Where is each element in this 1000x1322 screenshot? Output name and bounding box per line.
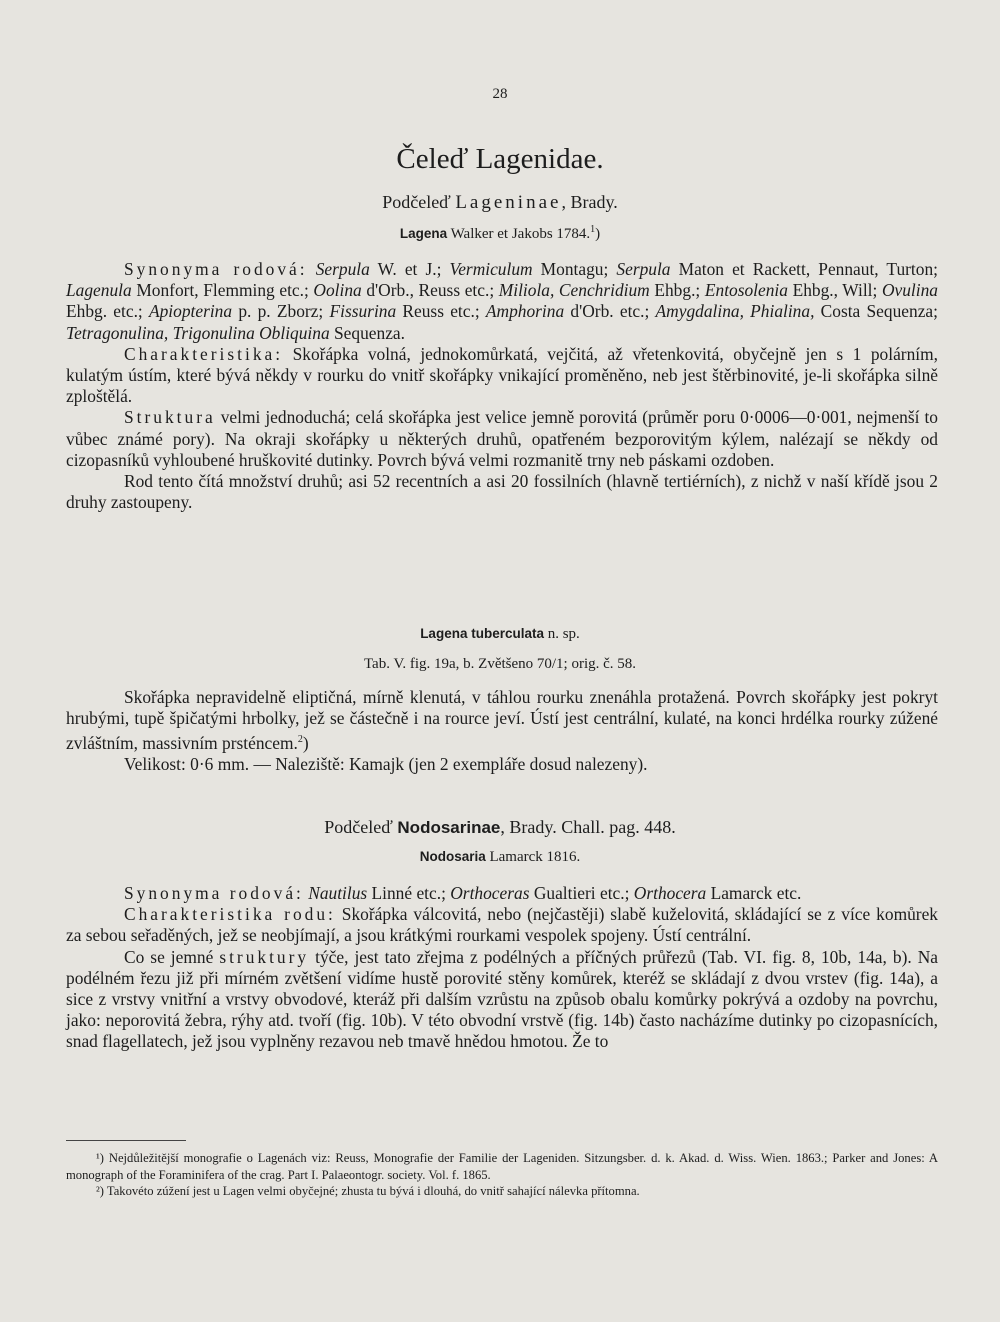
- subfamily-author: , Brady. Chall. pag. 448.: [500, 817, 676, 837]
- genus-name: Nodosaria: [419, 849, 486, 864]
- synonym-genus-name: Orthoceras: [450, 883, 530, 903]
- synonym-genus-name: Entosolenia: [704, 280, 788, 301]
- synonym-genus-name: Tetragonulina, Trigonulina Obliquina: [66, 322, 330, 343]
- species-name: Lagena tuberculata: [420, 626, 544, 641]
- characteristics-text: Skořápka volná, jednokomůrkatá, vejčitá, až vřetenkovitá, obyčejně jen s 1 polárním, kulatým ústím, které bývá někdy v rourku do vnitř skořápky vnikající proměněno, neb jest štěrbinovité, je-li skořápka silně zploštělá.: [66, 343, 938, 407]
- lagena-section: [66, 259, 938, 513]
- synonym-author: Reuss etc.;: [396, 301, 486, 322]
- synonym-author: Sequenza.: [329, 322, 405, 343]
- species-size-locality: Velikost: 0·6 mm. — Naleziště: Kamajk (jen 2 exempláře dosud nalezeny).: [124, 754, 648, 775]
- footnote-2: ²) Takovéto zúžení jest u Lagen velmi obyčejné; zhusta tu bývá i dlouhá, do vnitř sahající nálevka přítomna.: [96, 1184, 640, 1198]
- subfamily-heading-lageninae: [0, 192, 1000, 214]
- synonym-genus-name: Miliola, Cenchridium: [498, 280, 650, 301]
- synonym-author: W. et J.;: [369, 259, 450, 279]
- structure-intro: Co se jemné: [124, 946, 220, 967]
- nodosaria-section: [66, 883, 938, 1053]
- subfamily-name: Lageninae: [455, 192, 562, 213]
- footnote-divider: [66, 1140, 186, 1141]
- structure-label: struktury: [219, 946, 310, 967]
- footnote-ref-paren: ): [595, 226, 601, 242]
- characteristics-label: Charakteristika rodu:: [124, 904, 336, 925]
- synonyms-list: [308, 883, 801, 903]
- synonym-author: Ehbg. etc.;: [66, 301, 149, 322]
- synonym-author: Maton et Rackett, Pennaut, Turton;: [670, 259, 938, 279]
- species-heading: [0, 626, 1000, 643]
- lagena-genus-note: Rod tento čítá množství druhů; asi 52 recentních a asi 20 fossilních (hlavně tertiérních), z nichž v naší křídě jsou 2 druhy zastoupeny.: [66, 471, 938, 513]
- nodosaria-synonyms: [66, 883, 938, 904]
- species-section: [66, 687, 938, 776]
- synonym-genus-name: Nautilus: [308, 883, 368, 903]
- lagena-characteristics: [66, 344, 938, 408]
- subfamily-prefix: Podčeleď: [382, 192, 451, 212]
- footnote-1: ¹) Nejdůležitější monografie o Lagenách viz: Reuss, Monografie der Familie der Lageniden. Sitzungsber. d. k. Akad. d. Wiss. Wien. 1863.; Parker and Jones: A monograph of the Foraminifera of the crag. Part I. Palaeontogr. society. Vol. f. 1865.: [66, 1151, 938, 1182]
- structure-text: týče, jest tato zřejma z podélných a příčných průřezů (Tab. VI. fig. 8, 10b, 14a, b). Na podélném řezu již při mírném zvětšení vidíme hustě porovité stěny komůrek, kteréž se skládají z dvou vrstev (fig. 14a), a sice z vrstvy vnitřní a vrstvy obvodové, kteráž při dalším vzrůstu na způsob obalu komůrky pokrývá a ozdoby na povrchu, jako: neporovitá žebra, rýhy atd. tvoří (fig. 10b). V této obvodní vrstvě (fig. 14b) často nacházíme dutinky po cizopasnících, snad flagellatech, jež jsou vyplněny rezavou neb tmavě hnědou hmotou. Že to: [66, 946, 938, 1052]
- synonym-author: d'Orb., Reuss etc.;: [361, 280, 499, 301]
- synonym-genus-name: Lagenula: [66, 280, 132, 301]
- subfamily-prefix: Podčeleď: [324, 817, 393, 837]
- synonym-genus-name: Amphorina: [485, 301, 565, 322]
- species-author: n. sp.: [543, 626, 580, 642]
- synonym-author: Lamarck etc.: [706, 883, 802, 903]
- species-description: [66, 687, 938, 754]
- synonym-author: d'Orb. etc.;: [564, 301, 656, 322]
- footnote-ref-1: 1: [590, 224, 596, 235]
- structure-text: velmi jednoduchá; celá skořápka jest velice jemně porovitá (průměr poru 0·0006—0·001, nejmenší to vůbec známé pory). Na okraji skořápky u některých druhů, opatřeném bezporovitým kýlem, nalézají se někdy od cizopasníků vyhloubené hruškovité dutinky. Povrch bývá velmi rozmanitě trny neb páskami ozdoben.: [66, 407, 938, 470]
- genus-heading-lagena: [0, 224, 1000, 243]
- genus-author: Walker et Jakobs 1784.: [450, 226, 591, 242]
- genus-author: Lamarck 1816.: [485, 849, 581, 865]
- lagena-synonyms: [66, 259, 938, 344]
- synonym-author: Montagu;: [532, 259, 617, 279]
- nodosaria-characteristics: [66, 904, 938, 946]
- genus-name: Lagena: [399, 226, 448, 241]
- structure-label: Struktura: [124, 407, 216, 428]
- synonym-genus-name: Serpula: [315, 259, 370, 279]
- subfamily-heading-nodosarinae: [0, 817, 1000, 838]
- synonym-author: Costa Sequenza;: [814, 301, 938, 322]
- species-reference: Tab. V. fig. 19a, b. Zvětšeno 70/1; orig. č. 58.: [363, 656, 637, 672]
- lagena-structure: [66, 407, 938, 471]
- synonym-genus-name: Vermiculum: [449, 259, 533, 279]
- characteristics-label: Charakteristika:: [124, 343, 284, 364]
- nodosaria-structure: [66, 947, 938, 1053]
- subfamily-author: , Brady.: [561, 192, 618, 212]
- genus-heading-nodosaria: [0, 849, 1000, 866]
- species-text: Skořápka nepravidelně eliptičná, mírně klenutá, v táhlou rourku znenáhla protažená. Povrch skořápky jest pokryt hrubými, tupě špičatými hrbolky, jež se částečně i na rource jeví. Ústí jest centrální, kulaté, na konci hrdélka rourky zúžené zvláštním, massivním prsténcem.: [66, 687, 938, 754]
- synonym-author: Gualtieri etc.;: [529, 883, 634, 903]
- footnote-ref-paren-2: ): [302, 733, 309, 754]
- synonym-author: Linné etc.;: [367, 883, 451, 903]
- footnote-ref-2: 2: [297, 734, 303, 746]
- synonym-genus-name: Oolina: [313, 280, 362, 301]
- synonym-author: p. p. Zborz;: [232, 301, 330, 322]
- family-title: Čeleď Lagenidae.: [396, 143, 604, 175]
- footnotes: [66, 1150, 938, 1200]
- subfamily-name: Nodosarinae: [397, 818, 501, 837]
- synonym-genus-name: Serpula: [616, 259, 671, 279]
- synonym-genus-name: Orthocera: [633, 883, 707, 903]
- synonym-genus-name: Fissurina: [329, 301, 397, 322]
- synonym-author: Ehbg., Will;: [787, 280, 882, 301]
- synonyms-label: Synonyma rodová:: [124, 883, 304, 903]
- synonym-author: Ehbg.;: [649, 280, 705, 301]
- synonym-author: Monfort, Flemming etc.;: [131, 280, 314, 301]
- synonym-genus-name: Ovulina: [881, 280, 938, 301]
- characteristics-text: Skořápka válcovitá, nebo (nejčastěji) slabě kuželovitá, skládající se z více komůrek za sebou seřaděných, jež se neobjímají, a jsou krátkými rourkami vespolek spojeny. Ústí centrální.: [66, 904, 938, 946]
- synonyms-label: Synonyma rodová:: [124, 259, 308, 279]
- synonym-genus-name: Amygdalina, Phialina,: [655, 301, 815, 322]
- synonym-genus-name: Apiopterina: [148, 301, 233, 322]
- page-number: 28: [492, 86, 508, 102]
